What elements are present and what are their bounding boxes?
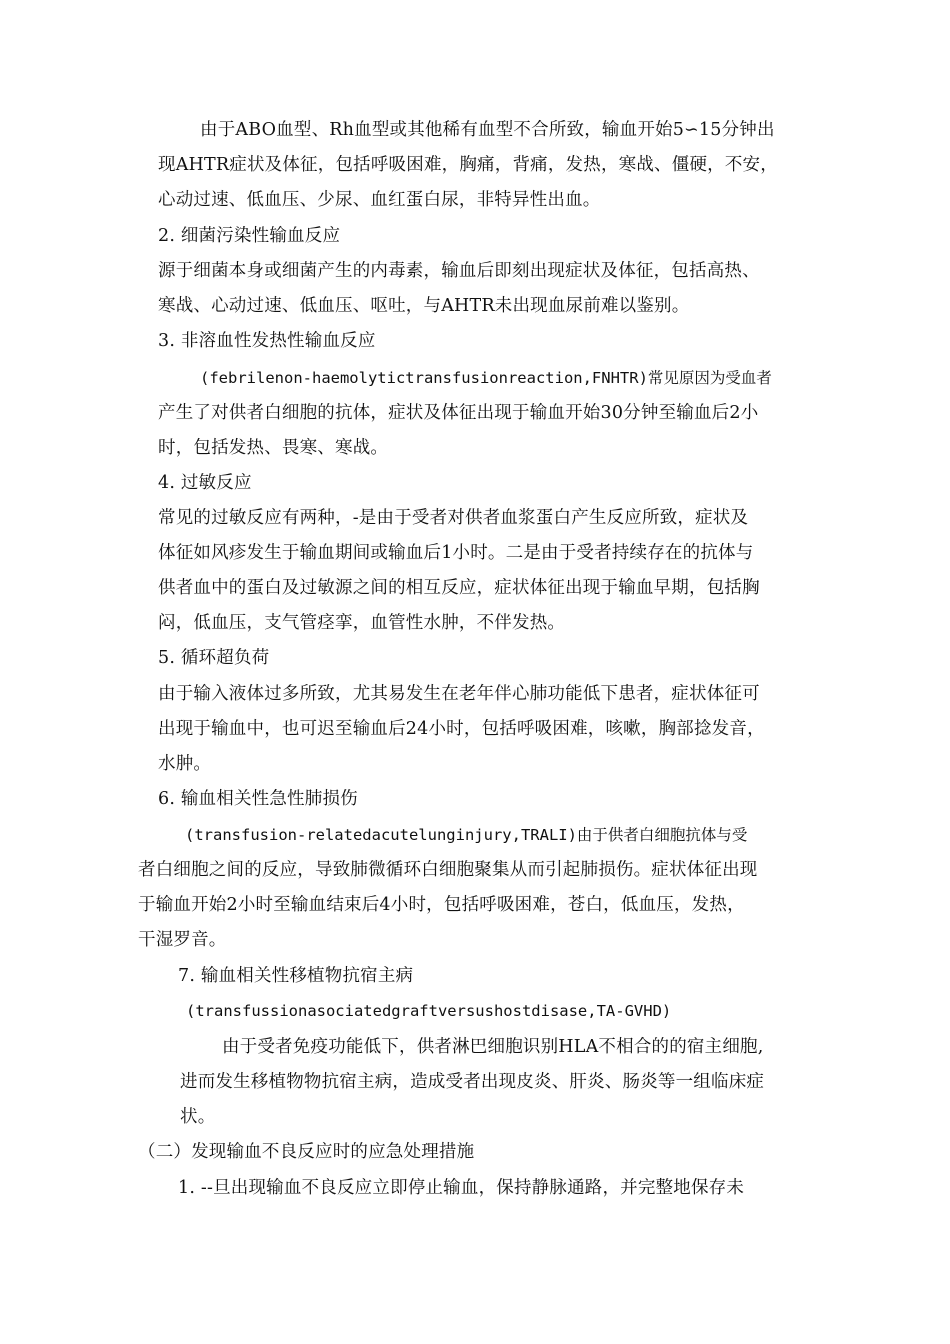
text-line: 寒战、心动过速、低血压、呕吐，与AHTR未出现血尿前难以鉴别。: [158, 296, 690, 316]
text-line: 状。: [180, 1107, 216, 1127]
text-line: 水肿。: [158, 754, 212, 774]
text-line: 时，包括发热、畏寒、寒战。: [158, 438, 389, 458]
text-line: 1. --旦出现输血不良反应立即停止输血，保持静脉通路，并完整地保存未: [178, 1178, 745, 1198]
text-line: 进而发生移植物物抗宿主病，造成受者出现皮炎、肝炎、肠炎等一组临床症: [180, 1072, 765, 1092]
text-line: 于输血开始2小时至输血结束后4小时，包括呼吸困难，苍白，低血压，发热，: [138, 895, 745, 915]
section-heading: （二）发现输血不良反应时的应急处理措施: [138, 1142, 475, 1162]
section-heading: 3. 非溶血性发热性输血反应: [158, 331, 376, 351]
text-line: 常见的过敏反应有两种，-是由于受者对供者血浆蛋白产生反应所致，症状及: [158, 508, 749, 528]
text-line: (transfusion-relatedacutelunginjury,TRALI)由于供者白细胞抗体与受: [185, 826, 748, 844]
text-line: 心动过速、低血压、少尿、血红蛋白尿，非特异性出血。: [158, 190, 601, 210]
text-line: 供者血中的蛋白及过敏源之间的相互反应，症状体征出现于输血早期，包括胸: [158, 578, 760, 598]
text-line: 由于输入液体过多所致，尤其易发生在老年伴心肺功能低下患者，症状体征可: [158, 684, 760, 704]
text-line: 由于ABO血型、Rh血型或其他稀有血型不合所致，输血开始5∽15分钟出: [200, 120, 775, 140]
section-heading: 6. 输血相关性急性肺损伤: [158, 789, 358, 809]
text-line: 体征如风疹发生于输血期间或输血后1小时。二是由于受者持续存在的抗体与: [158, 543, 754, 563]
text-line: 干湿罗音。: [138, 930, 227, 950]
section-heading: 5. 循环超负荷: [158, 648, 270, 668]
text-line: 出现于输血中，也可迟至输血后24小时，包括呼吸困难，咳嗽，胸部捻发音，: [158, 719, 765, 739]
text-line: 现AHTR症状及体征，包括呼吸困难，胸痛，背痛，发热，寒战、僵硬，不安，: [158, 155, 778, 175]
text-line: (transfussionasociatedgraftversushostdisase,TA-GVHD): [186, 1002, 672, 1020]
section-heading: 2. 细菌污染性输血反应: [158, 226, 341, 246]
text-line: 者白细胞之间的反应，导致肺微循环白细胞聚集从而引起肺损伤。症状体征出现: [138, 860, 758, 880]
text-line: 源于细菌本身或细菌产生的内毒素，输血后即刻出现症状及体征，包括高热、: [158, 261, 760, 281]
text-line: (febrilenon-haemolytictransfusionreaction,FNHTR)常见原因为受血者: [200, 369, 772, 387]
text-line: 闷，低血压，支气管痉挛，血管性水肿，不伴发热。: [158, 613, 566, 633]
section-heading: 4. 过敏反应: [158, 473, 252, 493]
text-line: 由于受者免疫功能低下，供者淋巴细胞识别HLA不相合的的宿主细胞,: [222, 1037, 764, 1057]
text-line: 产生了对供者白细胞的抗体，症状及体征出现于输血开始30分钟至输血后2小: [158, 403, 759, 423]
section-heading: 7. 输血相关性移植物抗宿主病: [178, 966, 414, 986]
